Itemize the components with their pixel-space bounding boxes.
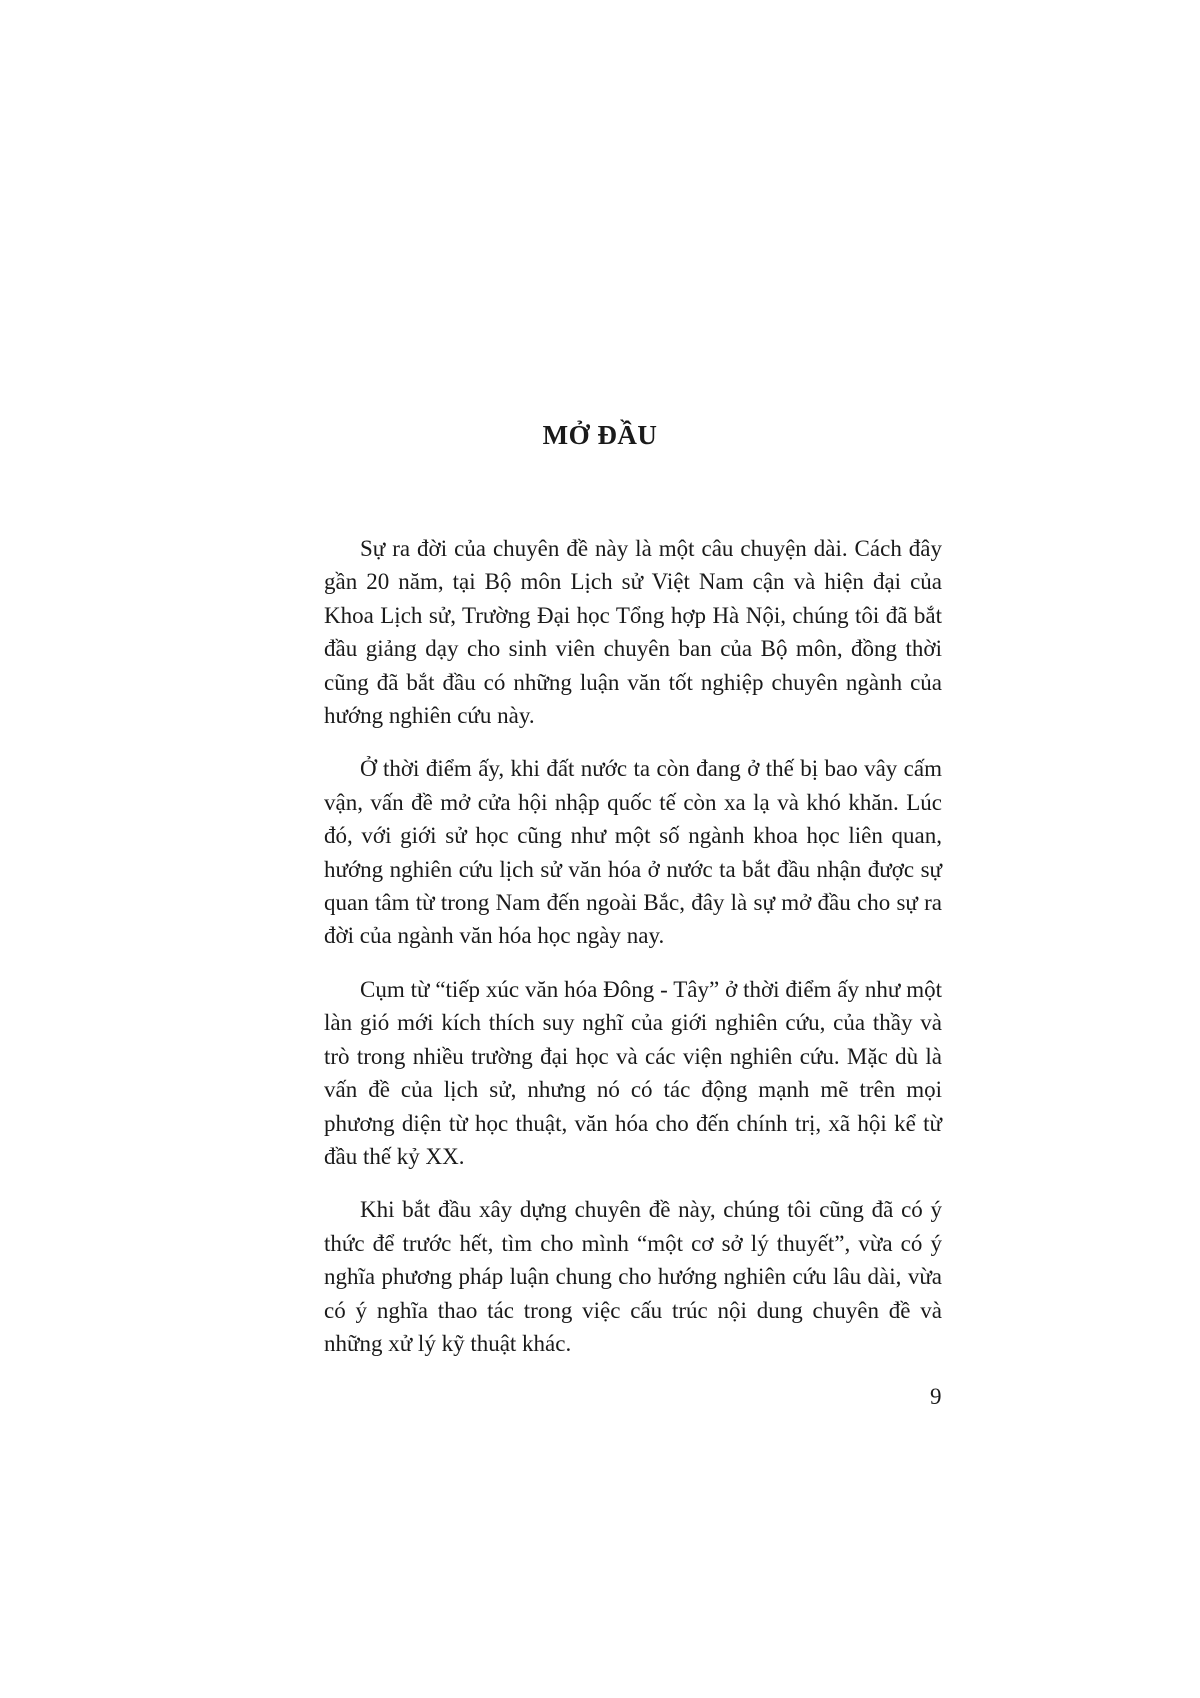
paragraph-4: Khi bắt đầu xây dựng chuyên đề này, chúng tôi cũng đã có ý thức để trước hết, tìm cho mình “một cơ sở lý thuyết”, vừa có ý nghĩa phương pháp luận chung cho hướng nghiên cứu lâu dài, vừa có ý nghĩa thao tác trong việc cấu trúc nội dung chuyên đề và những xử lý kỹ thuật khác.	[324, 1197, 942, 1356]
paragraph-1: Sự ra đời của chuyên đề này là một câu chuyện dài. Cách đây gần 20 năm, tại Bộ môn Lịch sử Việt Nam cận và hiện đại của Khoa Lịch sử, Trường Đại học Tổng hợp Hà Nội, chúng tôi đã bắt đầu giảng dạy cho sinh viên chuyên ban của Bộ môn, đồng thời cũng đã bắt đầu có những luận văn tốt nghiệp chuyên ngành của hướng nghiên cứu này.	[324, 536, 942, 729]
body-text	[324, 532, 942, 1380]
chapter-heading: MỞ ĐẦU	[542, 420, 658, 450]
paragraph-3: Cụm từ “tiếp xúc văn hóa Đông - Tây” ở thời điểm ấy như một làn gió mới kích thích suy nghĩ của giới nghiên cứu, của thầy và trò trong nhiều trường đại học và các viện nghiên cứu. Mặc dù là vấn đề của lịch sử, nhưng nó có tác động mạnh mẽ trên mọi phương diện từ học thuật, văn hóa cho đến chính trị, xã hội kể từ đầu thế kỷ XX.	[324, 976, 942, 1169]
page-number: 9	[930, 1384, 942, 1409]
paragraph-2: Ở thời điểm ấy, khi đất nước ta còn đang ở thế bị bao vây cấm vận, vấn đề mở cửa hội nhập quốc tế còn xa lạ và khó khăn. Lúc đó, với giới sử học cũng như một số ngành khoa học liên quan, hướng nghiên cứu lịch sử văn hóa ở nước ta bắt đầu nhận được sự quan tâm từ trong Nam đến ngoài Bắc, đây là sự mở đầu cho sự ra đời của ngành văn hóa học ngày nay.	[324, 756, 942, 949]
